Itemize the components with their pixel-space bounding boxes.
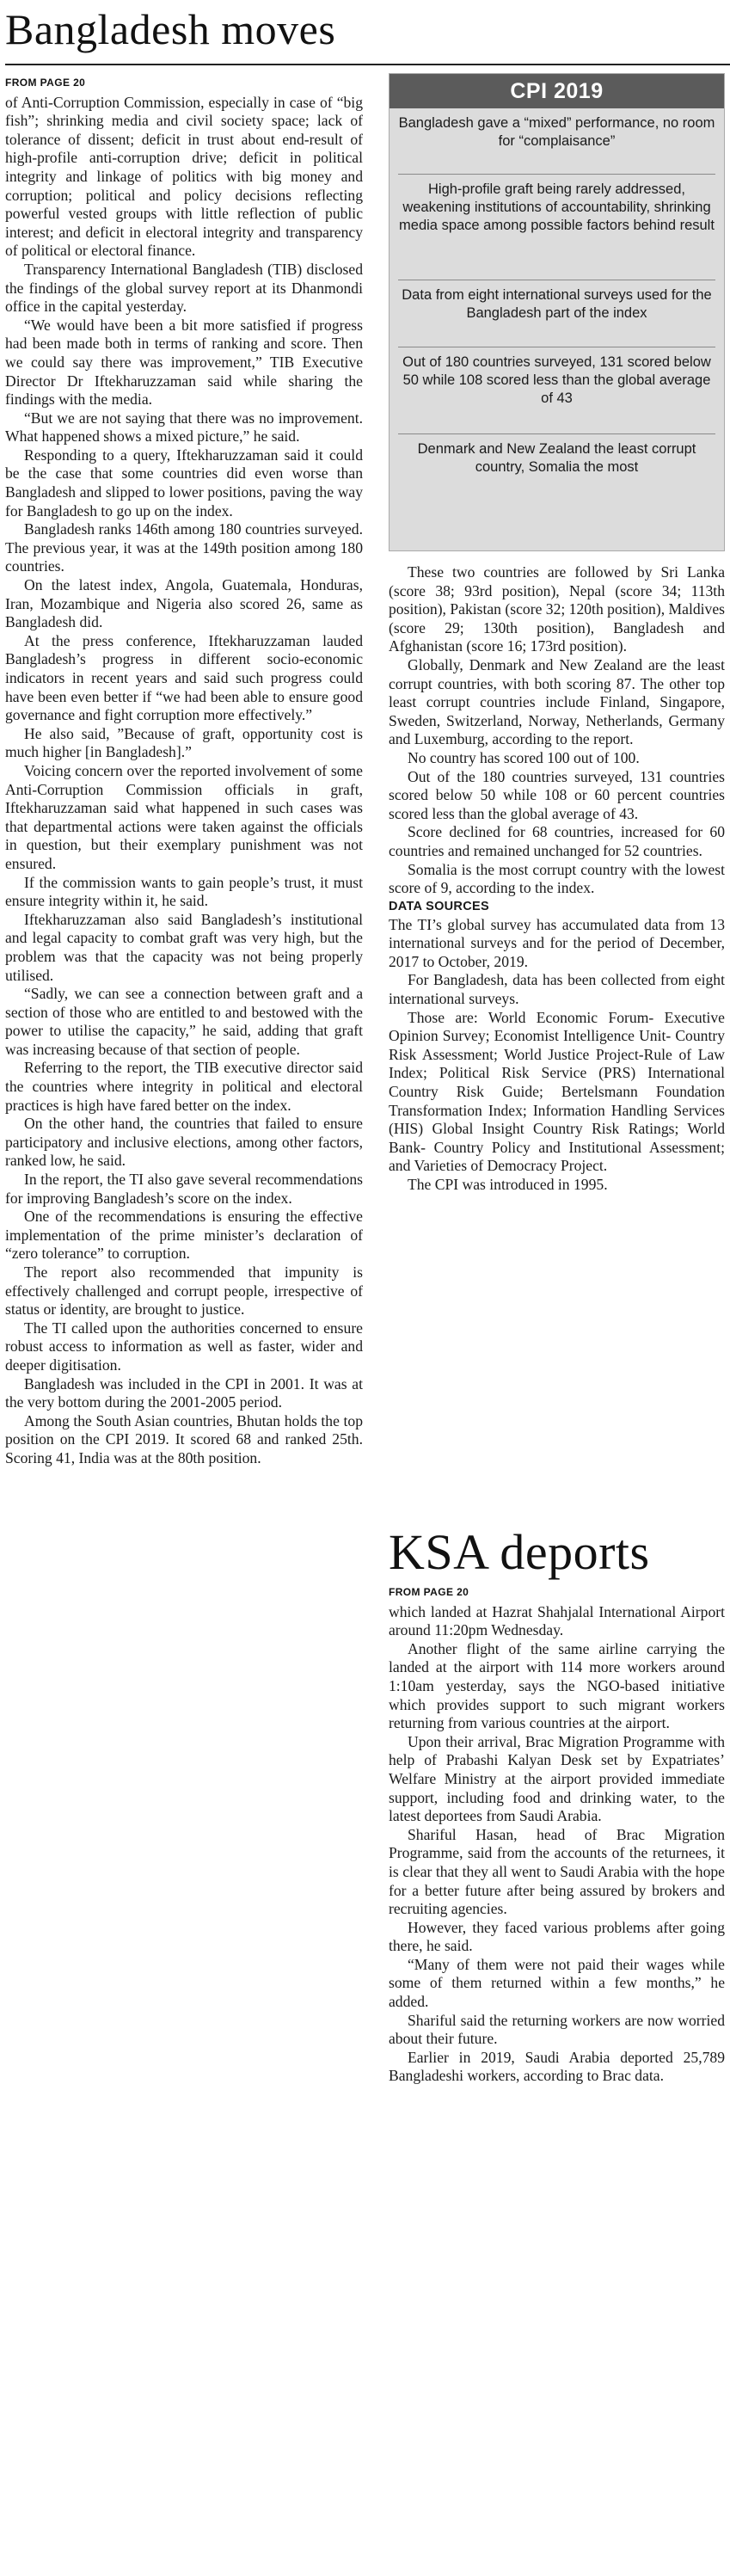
paragraph: No country has scored 100 out of 100. [408,748,640,766]
paragraph: At the press conference, Iftekharuzzaman lauded Bangladesh’s progress in different socio-economic indicators in recent years and said such progress could have been even better if “we had been able to ensure good governance and fight corruption more effectively.” [5,631,363,724]
paragraph: On the latest index, Angola, Guatemala, Honduras, Iran, Mozambique and Nigeria also scored 26, same as Bangladesh did. [5,576,363,631]
cpi-highlights-box [389,73,725,551]
paragraph: Voicing concern over the reported involvement of some Anti-Corruption Commission officials in graft, Iftekharuzzaman said what happened in such cases was that departmental actions were taken against the officials in question, but their exemplary punishment was not ensured. [5,761,363,872]
paragraph: The CPI was introduced in 1995. [408,1176,608,1193]
paragraph: Bangladesh was included in the CPI in 2001. It was at the very bottom during the 2001-2005 period. [5,1374,363,1411]
jump-line: FROM PAGE 20 [389,1586,469,1598]
paragraph: “But we are not saying that there was no improvement. What happened shows a mixed picture,” he said. [5,409,363,446]
paragraph: Score declined for 68 countries, increased for 60 countries and remained unchanged for 52 countries. [389,823,725,859]
paragraph: Transparency International Bangladesh (TIB) disclosed the findings of the global survey report at its Dhanmondi office in the capital yesterday. [5,260,363,316]
paragraph: Responding to a query, Iftekharuzzaman said it could be the case that some countries did even worse than Bangladesh and slipped to lower positions, paving the way for Bangladesh to go up on the index. [5,446,363,520]
paragraph: These two countries are followed by Sri Lanka (score 38; 93rd position), Nepal (score 34; 113th position), Pakistan (score 32; 120th position), Maldives (score 29; 130th position), Bangladesh and Afghanistan (score 16; 173rd position). [389,563,725,655]
paragraph: Shariful Hasan, head of Brac Migration Programme, said from the accounts of the returnees, it is clear that they all went to Saudi Arabia with the hope for a better future after being assured by brokers and recruiting agencies. [389,1825,725,1918]
paragraph: Earlier in 2019, Saudi Arabia deported 25,789 Bangladeshi workers, according to Brac data. [389,2048,725,2085]
paragraph: The report also recommended that impunity is effectively challenged and corrupt people, irrespective of status or identity, are brought to justice. [5,1263,363,1319]
paragraph: of Anti-Corruption Commission, especially in case of “big fish”; shrinking media and civil society space; lack of tolerance of dissent; deficit in trust about end-result of high-profile anti-corruption drive; deficit in political integrity and linkage of politics with big money and corruption; political and policy decisions reflecting powerful vested groups with little reflection of public interest; and deficit in electoral integrity and transparency of political or electoral finance. [5,93,363,260]
story-headline: Bangladesh moves [5,5,336,53]
highlight-item: Out of 180 countries surveyed, 131 scored below 50 while 108 scored less than the global average of 43 [402,354,711,406]
paragraph: Out of the 180 countries surveyed, 131 countries scored below 50 while 108 or 60 percent countries scored less than the global average of 43. [389,767,725,822]
paragraph: Upon their arrival, Brac Migration Programme with help of Prabashi Kalyan Desk set by Expatriates’ Welfare Ministry at the airport provided immediate support, including food and drinking water, to the latest deportees from Saudi Arabia. [389,1732,725,1825]
highlight-item: Denmark and New Zealand the least corrupt country, Somalia the most [417,441,696,475]
paragraph: Bangladesh ranks 146th among 180 countries surveyed. The previous year, it was at the 149th position among 180 countries. [5,520,363,575]
paragraph: Iftekharuzzaman also said Bangladesh’s institutional and legal capacity to combat graft was very high, but the problem was that the capacity was not being properly utilised. [5,910,363,984]
story-column-left [5,74,363,1468]
paragraph: The TI called upon the authorities concerned to ensure robust access to information as well as faster, wider and deeper digitisation. [5,1319,363,1374]
paragraph: On the other hand, the countries that failed to ensure participatory and inclusive elections, among other factors, ranked low, he said. [5,1115,363,1170]
highlight-item: Bangladesh gave a “mixed” performance, no room for “complaisance” [398,115,715,149]
section-heading: DATA SOURCES [389,899,489,913]
paragraph: However, they faced various problems after going there, he said. [389,1918,725,1955]
paragraph: Globally, Denmark and New Zealand are the least corrupt countries, with both scoring 87. The other top least corrupt countries include Finland, Singapore, Sweden, Switzerland, Norway, Netherlands, Germany and Luxemburg, according to the report. [389,655,725,748]
paragraph: One of the recommendations is ensuring the effective implementation of the prime minister’s declaration of “zero tolerance” to corruption. [5,1208,363,1263]
paragraph: “Many of them were not paid their wages while some of them returned within a few months,” he added. [389,1955,725,2011]
jump-line: FROM PAGE 20 [5,77,86,89]
paragraph: Among the South Asian countries, Bhutan holds the top position on the CPI 2019. It scored 68 and ranked 25th. Scoring 41, India was at the 80th position. [5,1411,363,1466]
paragraph: For Bangladesh, data has been collected from eight international surveys. [389,971,725,1008]
paragraph: Shariful said the returning workers are now worried about their future. [389,2011,725,2048]
highlight-item: High-profile graft being rarely addressed, weakening institutions of accountability, shrinking media space among possible factors behind result [399,181,715,233]
paragraph: In the report, the TI also gave several recommendations for improving Bangladesh’s score on the index. [5,1171,363,1207]
paragraph: The TI’s global survey has accumulated data from 13 international surveys and for the period of December, 2017 to October, 2019. [389,915,725,970]
paragraph: “Sadly, we can see a connection between graft and a section of those who are entitled to and bestowed with the power to utilise the capacity,” he said, adding that graft was increasing because of that section of people. [5,985,363,1058]
box-title: CPI 2019 [390,74,724,108]
story-column-right [389,563,725,1195]
paragraph: Those are: World Economic Forum- Executive Opinion Survey; Economist Intelligence Unit- Country Risk Assessment; World Justice Project-Rule of Law Index; Political Risk Service (PRS) International Country Risk Guide; Bertelsmann Foundation Transformation Index; Information Handling Services (HIS) Global Insight Country Risk Ratings; World Bank- Country Policy and Institutional Assessment; and Varieties of Democracy Project. [389,1008,725,1175]
paragraph: Another flight of the same airline carrying the landed at the airport with 114 more workers around 1:10am yesterday, says the NGO-based initiative which provides support to such migrant workers returning from various countries at the airport. [389,1639,725,1732]
paragraph: “We would have been a bit more satisfied if progress had been made both in terms of ranking and score. Then we could say there was improvement,” TIB Executive Director Dr Iftekharuzzaman said while sharing the findings with the media. [5,316,363,409]
paragraph: Somalia is the most corrupt country with the lowest score of 9, according to the index. [389,860,725,897]
headline-rule [5,64,730,65]
ksa-story-column [389,1583,725,2086]
paragraph: He also said, ”Because of graft, opportunity cost is much higher [in Bangladesh].” [5,724,363,761]
paragraph: If the commission wants to gain people’s trust, it must ensure integrity within it, he said. [5,873,363,910]
paragraph: which landed at Hazrat Shahjalal International Airport around 11:20pm Wednesday. [389,1602,725,1639]
highlight-item: Data from eight international surveys used for the Bangladesh part of the index [402,287,712,321]
story-headline: KSA deports [389,1524,650,1580]
paragraph: Referring to the report, the TIB executive director said the countries where integrity in political and electoral practices is high have fared better on the index. [5,1059,363,1114]
